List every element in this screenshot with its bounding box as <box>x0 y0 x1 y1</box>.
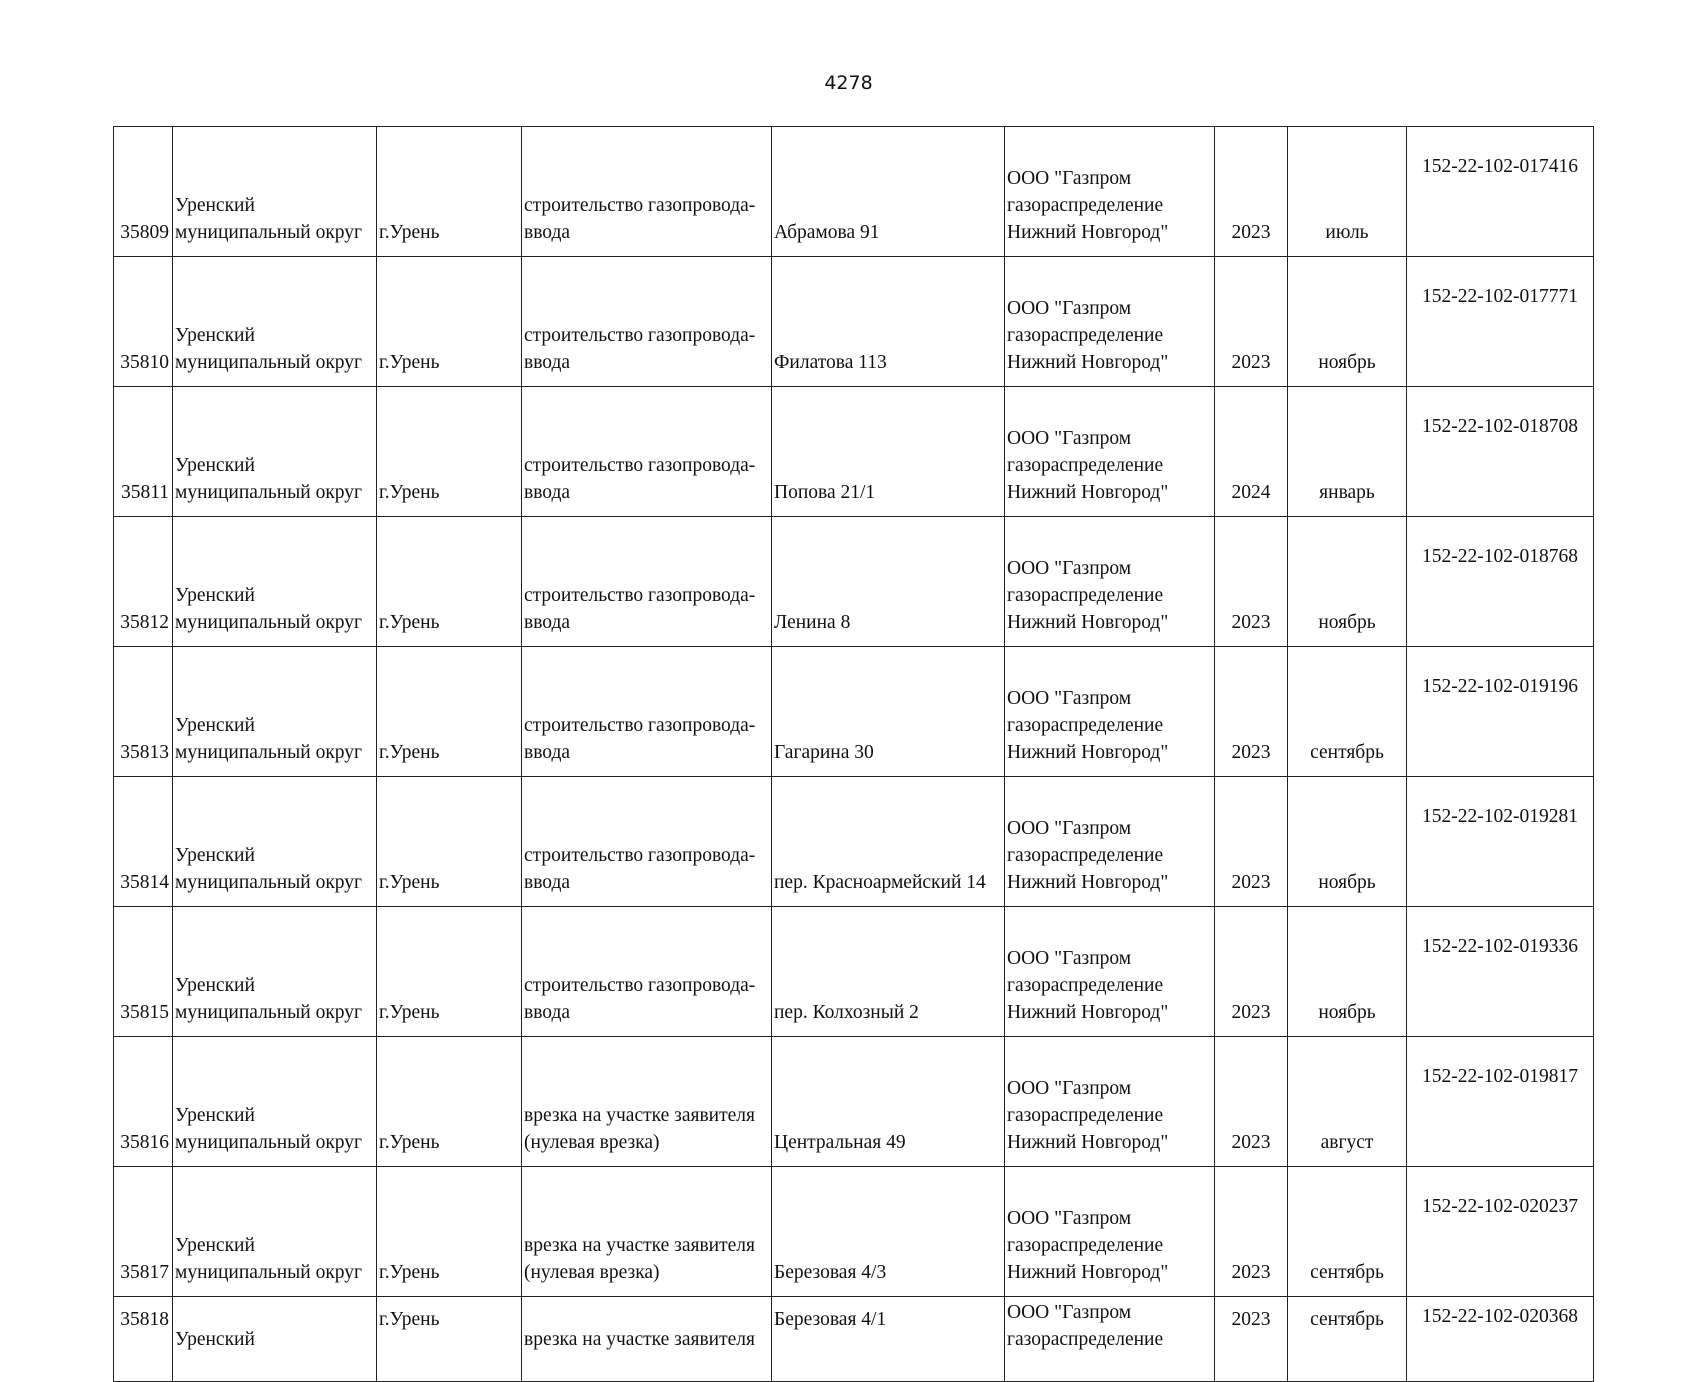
cell-line: (нулевая врезка) <box>524 1132 660 1153</box>
year-cell: 2023 <box>1215 517 1288 647</box>
month-cell: сентябрь <box>1288 1167 1407 1297</box>
city-cell: г.Урень <box>377 257 522 387</box>
year-cell: 2023 <box>1215 647 1288 777</box>
address-cell: Гагарина 30 <box>772 647 1005 777</box>
city-cell: г.Урень <box>377 777 522 907</box>
work-type-cell <box>522 647 772 777</box>
cell-line: врезка на участке заявителя <box>524 1329 755 1350</box>
city-cell: г.Урень <box>377 517 522 647</box>
cell-line: Нижний Новгород" <box>1007 222 1169 243</box>
table-body <box>114 127 1594 1382</box>
row-number: 35809 <box>114 127 173 257</box>
row-number: 35812 <box>114 517 173 647</box>
code-cell: 152-22-102-020237 <box>1407 1167 1594 1297</box>
address-cell: Центральная 49 <box>772 1037 1005 1167</box>
cell-line: муниципальный округ <box>175 352 363 373</box>
cell-line: газораспределение <box>1007 715 1164 736</box>
table-row <box>114 127 1594 257</box>
code-cell: 152-22-102-018708 <box>1407 387 1594 517</box>
cell-line: Нижний Новгород" <box>1007 872 1169 893</box>
cell-line: строительство газопровода- <box>524 195 756 216</box>
cell-line: ООО "Газпром <box>1007 818 1132 839</box>
organization-cell <box>1005 387 1215 517</box>
table-row <box>114 517 1594 647</box>
cell-line: Уренский <box>175 845 255 866</box>
table-row <box>114 647 1594 777</box>
organization-cell <box>1005 127 1215 257</box>
code-cell: 152-22-102-018768 <box>1407 517 1594 647</box>
cell-line: ввода <box>524 222 571 243</box>
cell-line: газораспределение <box>1007 195 1164 216</box>
district-cell <box>173 777 377 907</box>
cell-line: строительство газопровода- <box>524 585 756 606</box>
year-cell: 2023 <box>1215 907 1288 1037</box>
cell-line: Нижний Новгород" <box>1007 742 1169 763</box>
code-cell: 152-22-102-017416 <box>1407 127 1594 257</box>
cell-line: строительство газопровода- <box>524 715 756 736</box>
cell-line: ввода <box>524 352 571 373</box>
cell-line: Нижний Новгород" <box>1007 482 1169 503</box>
cell-line: газораспределение <box>1007 585 1164 606</box>
city-cell: г.Урень <box>377 647 522 777</box>
cell-line: Уренский <box>175 1105 255 1126</box>
cell-line: Уренский <box>175 585 255 606</box>
work-type-cell <box>522 1037 772 1167</box>
year-cell: 2024 <box>1215 387 1288 517</box>
table-row-partial <box>114 1297 1594 1382</box>
work-type-cell <box>522 1297 772 1382</box>
cell-line: ООО "Газпром <box>1007 168 1132 189</box>
row-number: 35813 <box>114 647 173 777</box>
cell-line: ввода <box>524 612 571 633</box>
cell-line: ООО "Газпром <box>1007 428 1132 449</box>
cell-line: газораспределение <box>1007 325 1164 346</box>
month-cell: ноябрь <box>1288 257 1407 387</box>
address-cell: Абрамова 91 <box>772 127 1005 257</box>
month-cell: август <box>1288 1037 1407 1167</box>
cell-line: муниципальный округ <box>175 742 363 763</box>
year-cell: 2023 <box>1215 127 1288 257</box>
cell-line: газораспределение <box>1007 1235 1164 1256</box>
cell-line: (нулевая врезка) <box>524 1262 660 1283</box>
cell-line: ООО "Газпром <box>1007 1078 1132 1099</box>
cell-line: строительство газопровода- <box>524 845 756 866</box>
row-number: 35816 <box>114 1037 173 1167</box>
cell-line: Уренский <box>175 1329 255 1350</box>
cell-line: муниципальный округ <box>175 1132 363 1153</box>
row-number: 35811 <box>114 387 173 517</box>
cell-line: газораспределение <box>1007 975 1164 996</box>
cell-line: ввода <box>524 482 571 503</box>
work-type-cell <box>522 517 772 647</box>
code-cell: 152-22-102-017771 <box>1407 257 1594 387</box>
row-number: 35814 <box>114 777 173 907</box>
address-cell: Ленина 8 <box>772 517 1005 647</box>
address-cell: Филатова 113 <box>772 257 1005 387</box>
cell-line: Уренский <box>175 325 255 346</box>
cell-line: Нижний Новгород" <box>1007 1262 1169 1283</box>
address-cell: Попова 21/1 <box>772 387 1005 517</box>
cell-line: муниципальный округ <box>175 612 363 633</box>
cell-line: ввода <box>524 1002 571 1023</box>
organization-cell <box>1005 907 1215 1037</box>
cell-line: Уренский <box>175 455 255 476</box>
cell-line: ООО "Газпром <box>1007 298 1132 319</box>
month-cell: январь <box>1288 387 1407 517</box>
table-row <box>114 257 1594 387</box>
year-cell: 2023 <box>1215 1297 1288 1382</box>
cell-line: муниципальный округ <box>175 1002 363 1023</box>
cell-line: Нижний Новгород" <box>1007 1132 1169 1153</box>
district-cell <box>173 127 377 257</box>
cell-line: ООО "Газпром <box>1007 558 1132 579</box>
table-row <box>114 777 1594 907</box>
district-cell <box>173 1167 377 1297</box>
cell-line: строительство газопровода- <box>524 325 756 346</box>
cell-line: ООО "Газпром <box>1007 1208 1132 1229</box>
organization-cell <box>1005 647 1215 777</box>
cell-line: Уренский <box>175 1235 255 1256</box>
cell-line: строительство газопровода- <box>524 975 756 996</box>
row-number: 35818 <box>114 1297 173 1382</box>
cell-line: ООО "Газпром <box>1007 1302 1132 1323</box>
district-cell <box>173 647 377 777</box>
work-type-cell <box>522 387 772 517</box>
cell-line: Нижний Новгород" <box>1007 1002 1169 1023</box>
cell-line: Нижний Новгород" <box>1007 612 1169 633</box>
organization-cell <box>1005 1037 1215 1167</box>
address-cell: пер. Красноармейский 14 <box>772 777 1005 907</box>
district-cell <box>173 907 377 1037</box>
month-cell: сентябрь <box>1288 647 1407 777</box>
cell-line: ООО "Газпром <box>1007 688 1132 709</box>
organization-cell <box>1005 1297 1215 1382</box>
year-cell: 2023 <box>1215 777 1288 907</box>
cell-line: Нижний Новгород" <box>1007 352 1169 373</box>
year-cell: 2023 <box>1215 1037 1288 1167</box>
address-cell: Березовая 4/3 <box>772 1167 1005 1297</box>
table-row <box>114 907 1594 1037</box>
cell-line: Уренский <box>175 975 255 996</box>
city-cell: г.Урень <box>377 907 522 1037</box>
organization-cell <box>1005 257 1215 387</box>
district-cell <box>173 257 377 387</box>
work-type-cell <box>522 907 772 1037</box>
cell-line: муниципальный округ <box>175 482 363 503</box>
address-cell: Березовая 4/1 <box>772 1297 1005 1382</box>
organization-cell <box>1005 777 1215 907</box>
code-cell: 152-22-102-019817 <box>1407 1037 1594 1167</box>
district-cell <box>173 517 377 647</box>
row-number: 35815 <box>114 907 173 1037</box>
cell-line: газораспределение <box>1007 1329 1164 1350</box>
cell-line: строительство газопровода- <box>524 455 756 476</box>
cell-line: ввода <box>524 872 571 893</box>
month-cell: ноябрь <box>1288 907 1407 1037</box>
district-cell <box>173 1297 377 1382</box>
cell-line: газораспределение <box>1007 1105 1164 1126</box>
district-cell <box>173 1037 377 1167</box>
work-type-cell <box>522 1167 772 1297</box>
cell-line: врезка на участке заявителя <box>524 1235 755 1256</box>
cell-line: Уренский <box>175 195 255 216</box>
cell-line: ООО "Газпром <box>1007 948 1132 969</box>
city-cell: г.Урень <box>377 1167 522 1297</box>
code-cell: 152-22-102-019281 <box>1407 777 1594 907</box>
city-cell: г.Урень <box>377 1297 522 1382</box>
cell-line: муниципальный округ <box>175 1262 363 1283</box>
row-number: 35810 <box>114 257 173 387</box>
year-cell: 2023 <box>1215 257 1288 387</box>
cell-line: муниципальный округ <box>175 872 363 893</box>
city-cell: г.Урень <box>377 1037 522 1167</box>
code-cell: 152-22-102-019336 <box>1407 907 1594 1037</box>
row-number: 35817 <box>114 1167 173 1297</box>
table-row <box>114 1167 1594 1297</box>
cell-line: Уренский <box>175 715 255 736</box>
table-row <box>114 1037 1594 1167</box>
organization-cell <box>1005 1167 1215 1297</box>
organization-cell <box>1005 517 1215 647</box>
code-cell: 152-22-102-020368 <box>1407 1297 1594 1382</box>
cell-line: муниципальный округ <box>175 222 363 243</box>
address-cell: пер. Колхозный 2 <box>772 907 1005 1037</box>
cell-line: газораспределение <box>1007 455 1164 476</box>
city-cell: г.Урень <box>377 387 522 517</box>
work-type-cell <box>522 257 772 387</box>
month-cell: ноябрь <box>1288 517 1407 647</box>
code-cell: 152-22-102-019196 <box>1407 647 1594 777</box>
cell-line: врезка на участке заявителя <box>524 1105 755 1126</box>
table-row <box>114 387 1594 517</box>
cell-line: ввода <box>524 742 571 763</box>
work-type-cell <box>522 127 772 257</box>
year-cell: 2023 <box>1215 1167 1288 1297</box>
month-cell: сентябрь <box>1288 1297 1407 1382</box>
month-cell: ноябрь <box>1288 777 1407 907</box>
page-number: 4278 <box>824 72 873 94</box>
city-cell: г.Урень <box>377 127 522 257</box>
cell-line: газораспределение <box>1007 845 1164 866</box>
work-type-cell <box>522 777 772 907</box>
district-cell <box>173 387 377 517</box>
month-cell: июль <box>1288 127 1407 257</box>
registry-table <box>113 126 1594 1382</box>
